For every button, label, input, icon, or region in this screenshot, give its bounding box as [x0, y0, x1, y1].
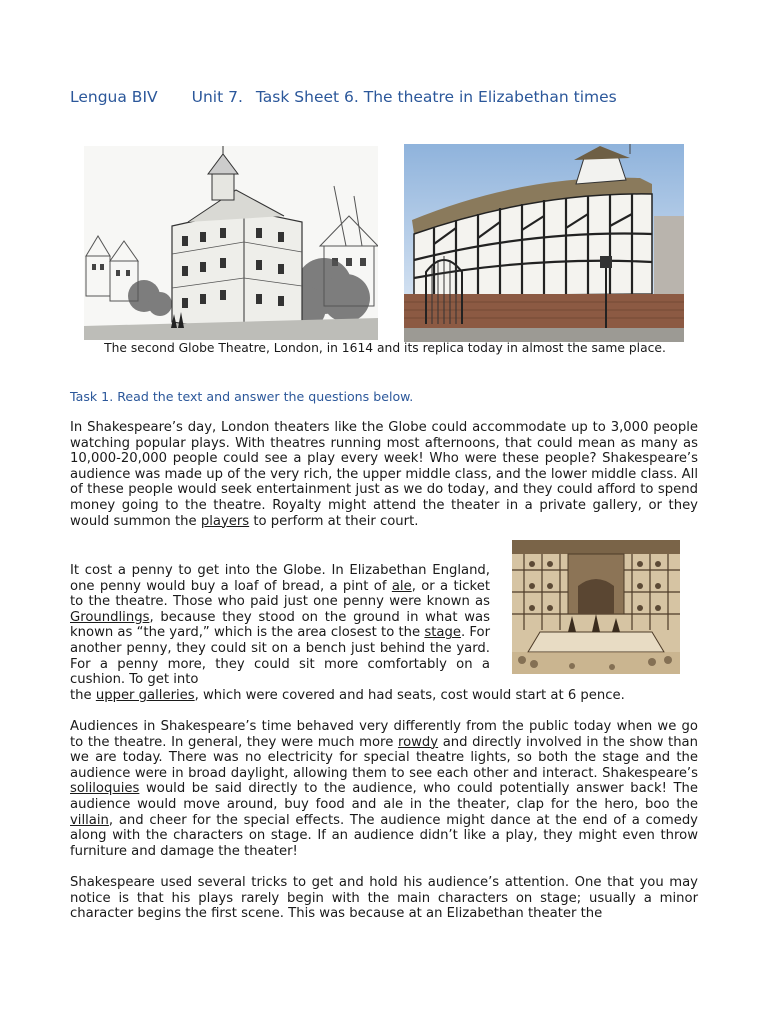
text-span: and directly involved in the show than we are today. There was no electricity for special theatre lights, so both the stage and the audience were in broad daylight, allowing them to see each other and interact. Shakespeare’s	[70, 734, 698, 781]
image-caption: The second Globe Theatre, London, in 1614 and its replica today in almost the same place.	[104, 341, 666, 355]
paragraph-audience	[70, 420, 698, 529]
text-span: Shakespeare used several tricks to get and hold his audience’s attention. One that you may notice is that his plays rarely begin with the main characters on stage; usually a minor character begins the first scene. This was because at an Elizabethan theater the	[70, 875, 698, 922]
vocab-groundlings: Groundlings	[70, 609, 150, 625]
vocab-ale: ale	[391, 578, 412, 594]
text-span: . For another penny, they could sit on a bench just behind the yard. For a penny more, they could sit more comfortably on a cushion. To get into	[70, 625, 490, 688]
text-span: , and cheer for the special effects. The audience might dance at the end of a comedy along with the characters on stage. If an audience didn’t like a play, they might even throw furniture and damage the theater!	[70, 812, 698, 859]
text-span: , which were covered and had seats, cost would start at 6 pence.	[194, 688, 625, 703]
globe-replica-photo	[404, 144, 684, 342]
text-span: the	[70, 688, 96, 703]
vocab-villain: villain	[70, 812, 109, 828]
text-span: , or a ticket to the theatre. Those who paid just one penny were known as	[70, 578, 490, 610]
elizabethan-stage-image	[512, 540, 680, 674]
vocab-stage: stage	[424, 625, 461, 641]
task-heading: Task 1. Read the text and answer the questions below.	[70, 389, 414, 404]
text-span: , because they stood on the ground in what was known as “the yard,” which is the area closest to the	[70, 609, 490, 641]
course-name: Lengua BIV	[70, 88, 158, 106]
paragraph-prices-end	[70, 688, 710, 704]
text-span: would be said directly to the audience, who could potentially answer back! The audience would move around, buy food and ale in the theater, clap for the hero, boo the	[70, 781, 698, 812]
text-span: It cost a penny to get into the Globe. In Elizabethan England, one penny would buy a loaf of bread, a pint of	[70, 563, 490, 594]
unit-label: Unit 7.	[191, 88, 243, 106]
text-span: to perform at their court.	[249, 513, 419, 529]
page-title	[70, 88, 710, 106]
globe-engraving-image	[84, 146, 378, 340]
sheet-title: Task Sheet 6. The theatre in Elizabethan times	[255, 88, 617, 106]
vocab-soliloquies: soliloquies	[70, 781, 140, 797]
vocab-rowdy: rowdy	[397, 734, 439, 750]
paragraph-tricks	[70, 875, 698, 922]
vocab-players: players	[200, 513, 250, 529]
text-span: In Shakespeare’s day, London theaters like the Globe could accommodate up to 3,000 people watching popular plays. With theatres running most afternoons, that could mean as many as 10,000-20,000 people could see a play every week! Who were these people? Shakespeare’s audience was made up of the very rich, the upper middle class, and the lower middle class. All of these people would seek entertainment just as we do today, and they could afford to spend money going to the theatre. Royalty might attend the theater in a private gallery, or they would summon the	[70, 420, 698, 529]
paragraph-prices	[70, 563, 490, 688]
vocab-upper-galleries: upper galleries	[95, 688, 195, 703]
text-span: Audiences in Shakespeare’s time behaved very differently from the public today when we go to the theatre. In general, they were much more	[70, 719, 698, 750]
paragraph-behaviour	[70, 719, 698, 859]
